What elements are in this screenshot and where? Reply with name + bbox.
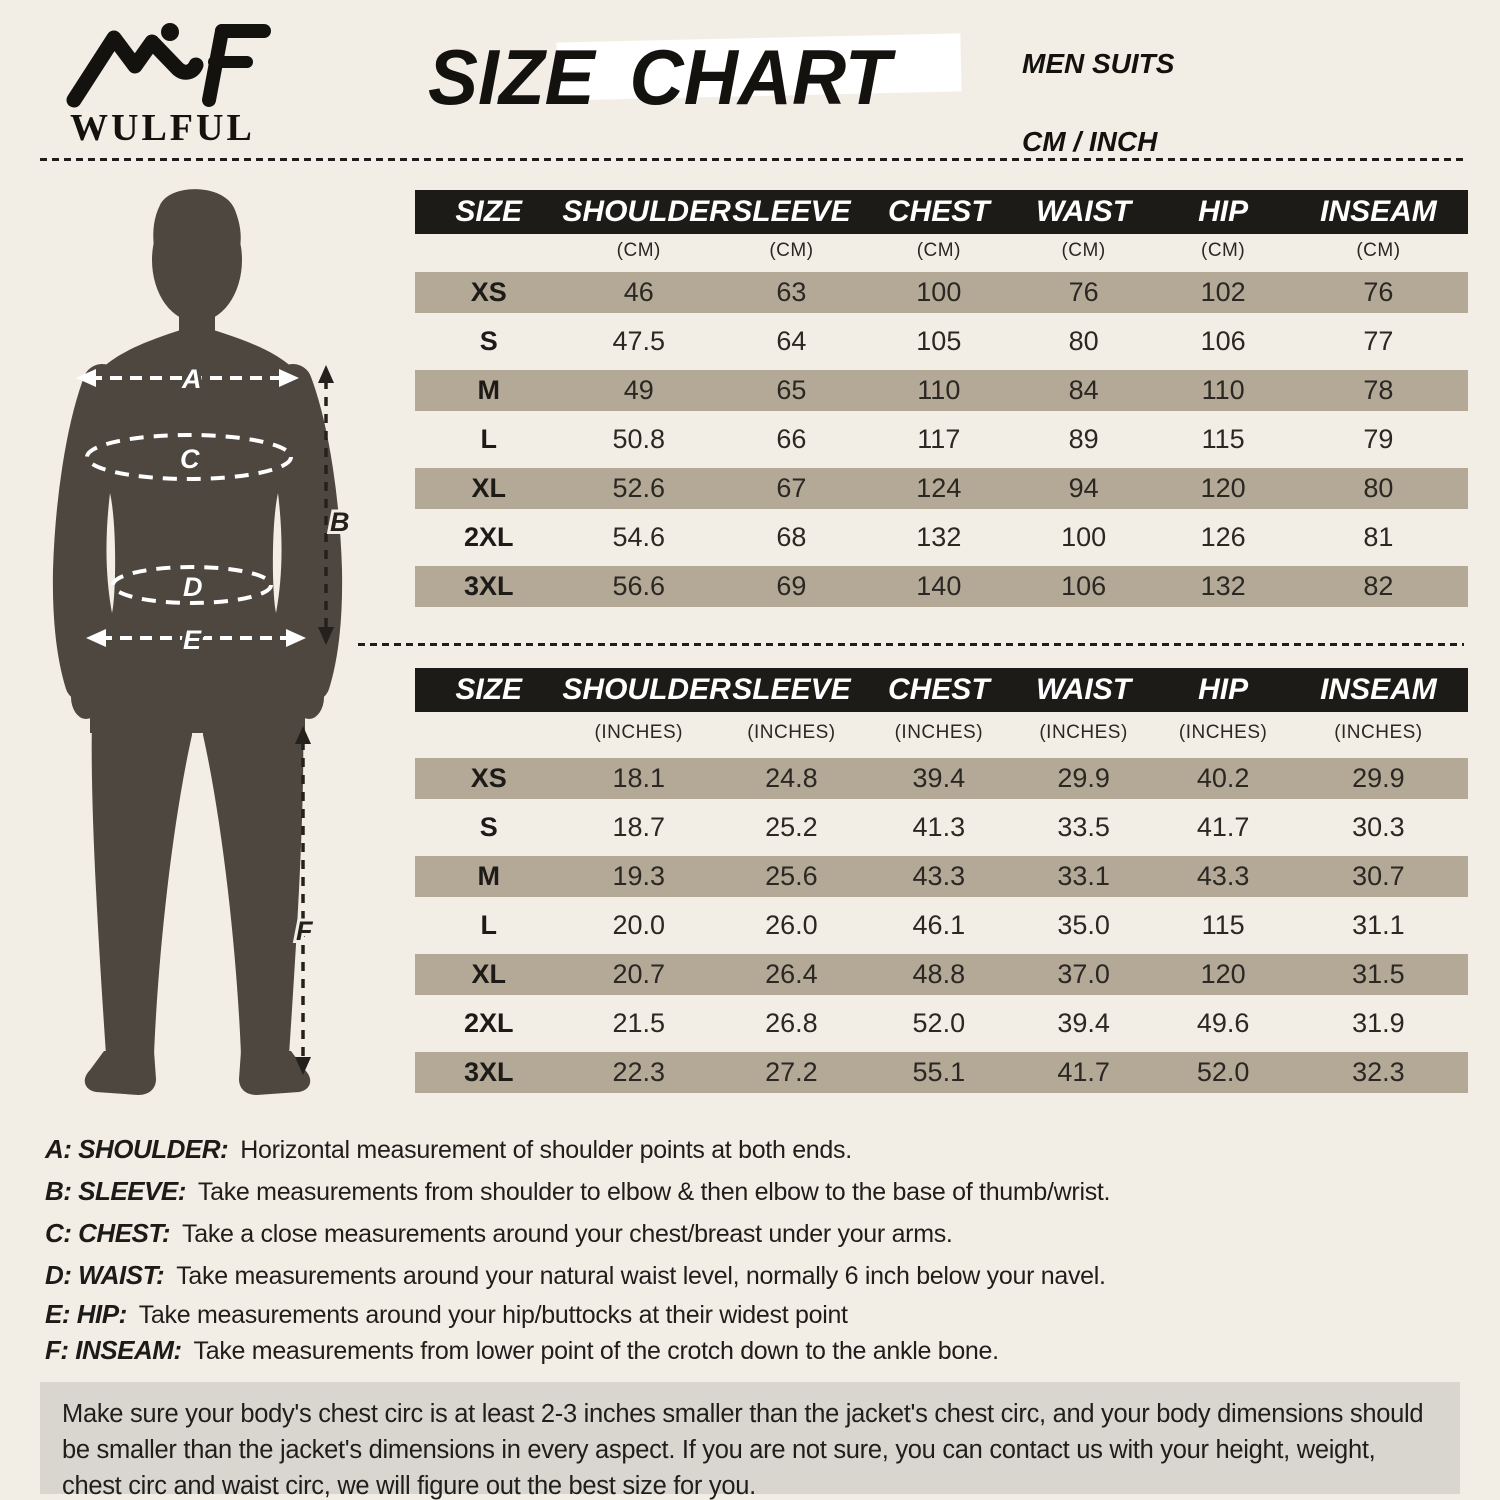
definition-label: B: SLEEVE: xyxy=(45,1176,186,1206)
value-cell: 26.8 xyxy=(765,1008,818,1038)
value-cell: 78 xyxy=(1363,375,1394,405)
table-row xyxy=(415,950,1468,999)
marker-a-label: A xyxy=(182,364,202,394)
value-cell: 25.2 xyxy=(765,812,818,842)
value-cell: 27.2 xyxy=(765,1057,818,1087)
table-units-row xyxy=(415,712,1468,754)
size-cell: 3XL xyxy=(463,571,514,601)
column-header: WAIST xyxy=(1036,195,1132,228)
column-header: HIP xyxy=(1198,673,1249,706)
value-cell: 30.3 xyxy=(1352,812,1405,842)
value-cell: 35.0 xyxy=(1057,910,1110,940)
value-cell: 52.0 xyxy=(1196,1057,1250,1087)
table-row xyxy=(415,366,1468,415)
value-cell: 89 xyxy=(1068,424,1099,454)
value-cell: 126 xyxy=(1200,522,1246,552)
value-cell: 100 xyxy=(916,277,962,307)
definition-shoulder xyxy=(45,1128,1455,1170)
table-row xyxy=(415,513,1468,562)
value-cell: 52.0 xyxy=(912,1008,966,1038)
value-cell: 120 xyxy=(1200,959,1246,989)
value-cell: 50.8 xyxy=(612,424,666,454)
size-table-cm xyxy=(415,190,1468,611)
table-dashed-divider xyxy=(358,643,1464,646)
definition-waist xyxy=(45,1254,1455,1296)
value-cell: 100 xyxy=(1061,522,1107,552)
table-row xyxy=(415,464,1468,513)
column-header: SHOULDER xyxy=(562,195,731,228)
value-cell: 43.3 xyxy=(912,861,966,891)
value-cell: 37.0 xyxy=(1057,959,1110,989)
definition-label: A: SHOULDER: xyxy=(45,1134,229,1164)
column-header: WAIST xyxy=(1036,673,1132,706)
size-cell: L xyxy=(480,910,497,940)
definition-label: E: HIP: xyxy=(45,1299,127,1329)
table-row xyxy=(415,268,1468,317)
unit-label: (CM) xyxy=(769,240,814,261)
value-cell: 47.5 xyxy=(612,326,666,356)
size-cell: S xyxy=(479,326,498,356)
value-cell: 55.1 xyxy=(912,1057,966,1087)
marker-d-label: D xyxy=(183,572,203,602)
definition-chest xyxy=(45,1212,1455,1254)
value-cell: 46 xyxy=(623,277,654,307)
value-cell: 65 xyxy=(776,375,807,405)
value-cell: 80 xyxy=(1068,326,1099,356)
value-cell: 33.5 xyxy=(1057,812,1110,842)
value-cell: 63 xyxy=(776,277,807,307)
value-cell: 82 xyxy=(1363,571,1394,601)
subtitle-units: CM / INCH xyxy=(1022,126,1158,157)
marker-e-label: E xyxy=(183,625,202,655)
unit-label: (INCHES) xyxy=(1334,722,1423,743)
value-cell: 69 xyxy=(776,571,807,601)
value-cell: 94 xyxy=(1068,473,1099,503)
brand-name: WULFUL xyxy=(70,107,255,149)
value-cell: 26.0 xyxy=(765,910,818,940)
value-cell: 110 xyxy=(1201,375,1245,405)
value-cell: 26.4 xyxy=(765,959,818,989)
body-measurement-figure xyxy=(50,175,360,1120)
top-dashed-divider xyxy=(40,158,1464,161)
table-row xyxy=(415,754,1468,803)
value-cell: 106 xyxy=(1200,326,1246,356)
value-cell: 115 xyxy=(1201,910,1245,940)
table-row xyxy=(415,562,1468,611)
value-cell: 39.4 xyxy=(912,763,966,793)
size-table-inches xyxy=(415,668,1468,1097)
value-cell: 41.7 xyxy=(1057,1057,1110,1087)
value-cell: 79 xyxy=(1363,424,1394,454)
page-title: SIZE CHART xyxy=(428,33,891,121)
definition-text: Take measurements from shoulder to elbow & then elbow to the base of thumb/wrist. xyxy=(197,1178,1111,1206)
unit-label: (CM) xyxy=(916,240,961,261)
column-header: SIZE xyxy=(455,195,523,228)
value-cell: 140 xyxy=(916,571,962,601)
value-cell: 54.6 xyxy=(612,522,666,552)
size-cell: 3XL xyxy=(463,1057,514,1087)
wulful-logo xyxy=(62,22,302,149)
column-header: SIZE xyxy=(455,673,523,706)
definition-text: Take measurements from lower point of the crotch down to the ankle bone. xyxy=(193,1337,999,1365)
value-cell: 24.8 xyxy=(765,763,818,793)
table-row xyxy=(415,317,1468,366)
unit-label: (INCHES) xyxy=(1178,722,1268,743)
size-cell: 2XL xyxy=(463,522,514,552)
column-header: SLEEVE xyxy=(732,673,851,706)
size-cell: S xyxy=(479,812,498,842)
unit-label: (INCHES) xyxy=(894,722,984,743)
unit-label: (CM) xyxy=(1356,240,1401,261)
value-cell: 41.3 xyxy=(912,812,966,842)
value-cell: 115 xyxy=(1201,424,1245,454)
definition-label: D: WAIST: xyxy=(45,1260,165,1290)
value-cell: 19.3 xyxy=(612,861,666,891)
value-cell: 52.6 xyxy=(612,473,666,503)
definition-text: Take measurements around your hip/buttocks at their widest point xyxy=(138,1301,848,1329)
value-cell: 25.6 xyxy=(765,861,818,891)
value-cell: 33.1 xyxy=(1057,861,1110,891)
value-cell: 81 xyxy=(1363,522,1394,552)
value-cell: 68 xyxy=(776,522,807,552)
wulful-logo-icon xyxy=(62,22,292,108)
unit-label: (INCHES) xyxy=(1039,722,1128,743)
measurement-definitions xyxy=(45,1128,1455,1368)
definition-label: F: INSEAM: xyxy=(45,1335,182,1365)
column-header: SHOULDER xyxy=(562,673,731,706)
value-cell: 48.8 xyxy=(912,959,966,989)
subtitle-product: MEN SUITS xyxy=(1022,48,1175,79)
table-header-row xyxy=(415,190,1468,234)
column-header: CHEST xyxy=(887,673,990,706)
value-cell: 64 xyxy=(776,326,807,356)
unit-label: (CM) xyxy=(616,240,661,261)
value-cell: 29.9 xyxy=(1352,763,1405,793)
value-cell: 40.2 xyxy=(1196,763,1250,793)
header-subtitle xyxy=(1022,44,1174,161)
value-cell: 49.6 xyxy=(1196,1008,1250,1038)
unit-label: (CM) xyxy=(1201,240,1246,261)
column-header: SLEEVE xyxy=(732,195,851,228)
value-cell: 80 xyxy=(1363,473,1394,503)
value-cell: 56.6 xyxy=(612,571,666,601)
table-row xyxy=(415,999,1468,1048)
unit-label: (CM) xyxy=(1061,240,1106,261)
size-cell: L xyxy=(480,424,497,454)
value-cell: 41.7 xyxy=(1196,812,1250,842)
value-cell: 76 xyxy=(1068,277,1099,307)
size-cell: XL xyxy=(471,959,506,989)
definition-sleeve xyxy=(45,1170,1455,1212)
size-cell: XS xyxy=(470,763,507,793)
unit-label: (INCHES) xyxy=(594,722,683,743)
table-units-row xyxy=(415,234,1468,268)
value-cell: 21.5 xyxy=(612,1008,666,1038)
marker-f-label: F xyxy=(296,916,313,946)
table-row xyxy=(415,1048,1468,1097)
value-cell: 29.9 xyxy=(1057,763,1110,793)
table-row xyxy=(415,803,1468,852)
value-cell: 110 xyxy=(917,375,961,405)
definition-text: Horizontal measurement of shoulder points at both ends. xyxy=(240,1136,852,1164)
column-header: HIP xyxy=(1198,195,1249,228)
value-cell: 49 xyxy=(623,375,654,405)
table-row xyxy=(415,901,1468,950)
marker-b-label: B xyxy=(330,507,350,537)
definition-text: Take measurements around your natural waist level, normally 6 inch below your navel. xyxy=(176,1262,1106,1290)
definition-hip xyxy=(45,1296,1455,1332)
value-cell: 22.3 xyxy=(612,1057,666,1087)
value-cell: 117 xyxy=(917,424,961,454)
value-cell: 30.7 xyxy=(1352,861,1405,891)
value-cell: 105 xyxy=(916,326,962,356)
value-cell: 66 xyxy=(776,424,807,454)
size-cell: M xyxy=(477,375,500,405)
value-cell: 106 xyxy=(1061,571,1107,601)
definition-label: C: CHEST: xyxy=(45,1218,171,1248)
size-cell: 2XL xyxy=(463,1008,514,1038)
value-cell: 18.1 xyxy=(612,763,666,793)
value-cell: 20.7 xyxy=(612,959,666,989)
unit-label: (INCHES) xyxy=(747,722,836,743)
sizing-note: Make sure your body's chest circ is at least 2-3 inches smaller than the jacket's chest circ, and your body dimensions should be smaller than the jacket's dimensions in every aspect. If you are not sure, you can contact us with your height, weight, chest circ and waist circ, we will figure out the best size for you. xyxy=(40,1382,1460,1494)
value-cell: 31.1 xyxy=(1352,910,1405,940)
size-cell: XS xyxy=(470,277,507,307)
table-row xyxy=(415,852,1468,901)
marker-c-label: C xyxy=(180,444,200,474)
size-cell: M xyxy=(477,861,500,891)
size-cell: XL xyxy=(471,473,506,503)
value-cell: 32.3 xyxy=(1352,1057,1405,1087)
value-cell: 84 xyxy=(1068,375,1099,405)
value-cell: 120 xyxy=(1200,473,1246,503)
value-cell: 39.4 xyxy=(1057,1008,1110,1038)
value-cell: 43.3 xyxy=(1196,861,1250,891)
value-cell: 124 xyxy=(916,473,962,503)
column-header: INSEAM xyxy=(1320,195,1437,228)
table-header-row xyxy=(415,668,1468,712)
value-cell: 132 xyxy=(1200,571,1246,601)
value-cell: 31.5 xyxy=(1352,959,1405,989)
value-cell: 67 xyxy=(776,473,807,503)
definition-text: Take a close measurements around your chest/breast under your arms. xyxy=(182,1220,953,1248)
definition-inseam xyxy=(45,1332,1455,1368)
value-cell: 102 xyxy=(1200,277,1246,307)
value-cell: 31.9 xyxy=(1352,1008,1405,1038)
column-header: CHEST xyxy=(887,195,990,228)
value-cell: 76 xyxy=(1363,277,1394,307)
value-cell: 20.0 xyxy=(612,910,666,940)
value-cell: 77 xyxy=(1363,326,1394,356)
table-row xyxy=(415,415,1468,464)
column-header: INSEAM xyxy=(1320,673,1437,706)
value-cell: 132 xyxy=(916,522,962,552)
value-cell: 46.1 xyxy=(912,910,966,940)
value-cell: 18.7 xyxy=(612,812,666,842)
